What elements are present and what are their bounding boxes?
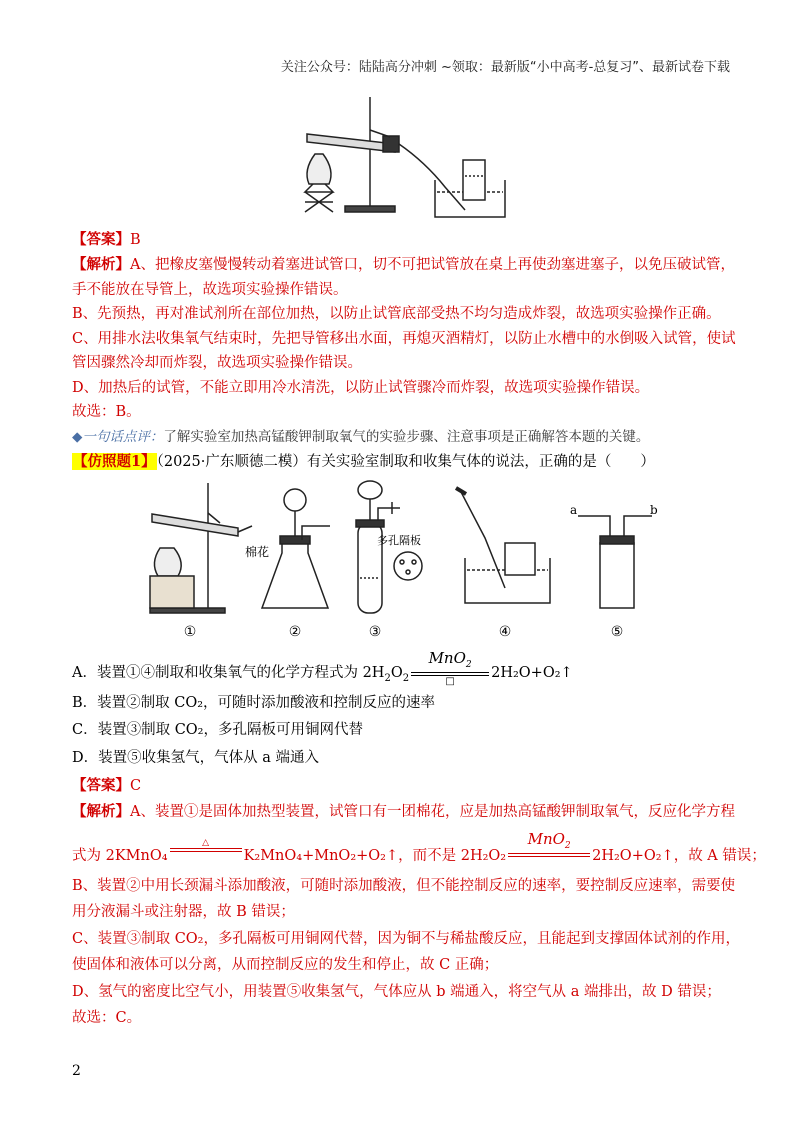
q1-analysis-line-4: C、用排水法收集氧气结束时，先把导管移出水面，再熄灭酒精灯，以防止水槽中的水倒吸入试管，使试 [72, 331, 736, 347]
q2-analysis-line-8: 故选：C。 [72, 1010, 142, 1026]
label-b: b [650, 503, 658, 517]
page-header: 关注公众号：陆陆高分冲刺 ~领取：最新版“小中高考-总复习”、最新试卷下载 [280, 60, 730, 75]
apparatus-figure-top [295, 92, 515, 222]
q2-analysis-line-3: B、装置②中用长颈漏斗添加酸液，可随时添加酸液，但不能控制反应的速率，要控制反应速率，需要使 [72, 878, 736, 894]
label-cotton: 棉花 [245, 545, 270, 559]
fig-label-2: ② [288, 624, 302, 640]
q1-analysis-line-3: B、先预热，再对准试剂所在部位加热，以防止试管底部受热不均匀造成炸裂，故选项实验操作正确。 [72, 306, 721, 322]
fig-label-1: ① [183, 624, 197, 640]
q2-option-b: B．装置②制取 CO₂，可随时添加酸液和控制反应的速率 [72, 695, 436, 711]
q2-analysis-line-2: 式为 2KMnO₄ △ K₂MnO₄+MnO₂+O₂↑，而不是 2H₂O₂ MnO$_2$ 2H₂O+O₂↑，故 A 错误； [72, 830, 766, 864]
fig-label-4: ④ [498, 624, 512, 640]
label-a: a [570, 503, 578, 517]
q2-stem: 【仿照题1】（2025·广东顺德二模）有关实验室制取和收集气体的说法，正确的是（ ） [73, 453, 655, 470]
apparatus-figure-q2 [130, 478, 670, 643]
q1-analysis-line-2: 手不能放在导管上，故选项实验操作错误。 [72, 282, 348, 298]
q2-answer: 【答案】C [72, 777, 142, 794]
q1-analysis-line-6: D、加热后的试管，不能立即用冷水清洗，以防止试管骤冷而炸裂，故选项实验操作错误。 [72, 380, 650, 396]
q2-option-c: C．装置③制取 CO₂，多孔隔板可用铜网代替 [72, 722, 363, 738]
q1-analysis-line-5: 管因骤然冷却而炸裂，故选项实验操作错误。 [72, 355, 362, 371]
label-porous-plate: 多孔隔板 [377, 534, 421, 547]
fig-label-5: ⑤ [610, 624, 624, 640]
q2-option-d: D．装置⑤收集氢气，气体从 a 端通入 [72, 750, 319, 766]
fig-label-3: ③ [368, 624, 382, 640]
q1-analysis-line-7: 故选：B。 [72, 404, 141, 420]
page-number: 2 [72, 1063, 81, 1079]
q2-analysis-line-1: 【解析】A、装置①是固体加热型装置，试管口有一团棉花，应是加热高锰酸钾制取氧气，反应化学方程 [72, 803, 735, 820]
q2-analysis-line-5: C、装置③制取 CO₂，多孔隔板可用铜网代替，因为铜不与稀盐酸反应，且能起到支撑固体试剂的作用， [72, 931, 740, 947]
q2-analysis-line-6: 使固体和液体可以分离，从而控制反应的发生和停止，故 C 正确； [72, 957, 499, 973]
q2-option-a: A．装置①④制取和收集氧气的化学方程式为 $2H_2O_2$ $\frac{MnO_2}{□}$ 2H₂O+O₂↑ [72, 649, 573, 687]
q2-analysis-line-4: 用分液漏斗或注射器，故 B 错误； [72, 904, 295, 920]
q1-answer: 【答案】B [72, 231, 141, 248]
q1-comment: ◆一句话点评：了解实验室加热高锰酸钾制取氧气的实验步骤、注意事项是正确解答本题的关键。 [72, 429, 650, 445]
q2-analysis-line-7: D、氢气的密度比空气小，用装置⑤收集氢气，气体应从 b 端通入，将空气从 a 端排出，故 D 错误； [72, 984, 721, 1000]
q1-analysis-line-1: 【解析】A、把橡皮塞慢慢转动着塞进试管口，切不可把试管放在桌上再使劲塞进塞子，以免压破试管， [72, 256, 735, 273]
